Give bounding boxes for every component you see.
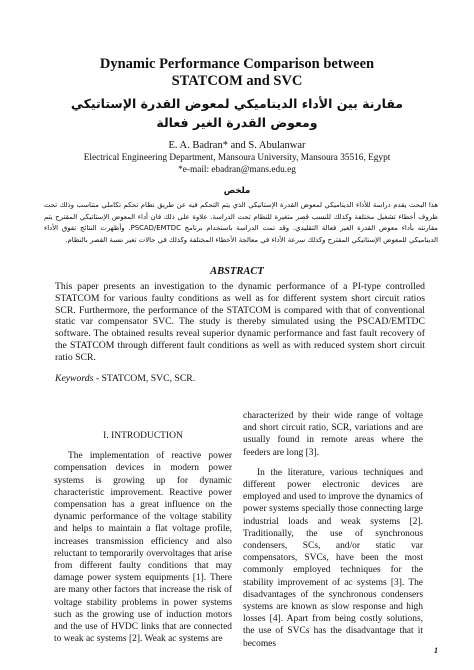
paper-title xyxy=(30,56,444,90)
title-line-1: Dynamic Performance Comparison between xyxy=(99,56,375,72)
page-number: 1 xyxy=(434,646,438,655)
abstract-heading: ABSTRACT xyxy=(210,266,264,277)
affiliation: Electrical Engineering Department, Mansoura University, Mansoura 35516, Egypt xyxy=(83,153,391,163)
keywords-label: Keywords xyxy=(55,373,94,384)
arabic-abstract: هذا البحث يقدم دراسة للأداء الديناميكي لمعوض القدرة الإستاتيكي الذي يتم التحكم فيه عن طريق نظام تحكم تكاملي متناسب وذلك تحت ظروف أخطاء تشغيل مختلفة وكذلك للنسب قصر متغيرة للنظام تحت الدراسة. علاوة على ذلك فان أداء المعوض الإستاتيكي المقترح يتم مقارنته بأداء معوض القدرة الغير فعالة التقليدي. وقد تمت الدراسة باستخدام برنامج PSCAD/EMTDC. وأظهرت النتائج تفوق الأداء الديناميكي للمعوض الإستاتيكي المقترح وكذلك سرعة الأداء في معالجة الأخطاء المختلفة وكذلك في حالات تغير نسبة القصر بالنظام. xyxy=(44,201,438,244)
left-column xyxy=(54,410,232,645)
title-line-2: STATCOM and SVC xyxy=(171,73,303,89)
arabic-title xyxy=(30,94,444,132)
section-heading: I. INTRODUCTION xyxy=(103,431,183,441)
abstract-text: This paper presents an investigation to the dynamic performance of a PI-type controlled STATCOM for various faulty conditions as well as for different system short circuit ratios SCR. Furthermore, the performance of the STATCOM is compared with that of conventional static var compensator SVC. The study is thereby simulated using the PSCAD/EMTDC software. The obtained results reveal superior dynamic performance and fast fault recovery of the STATCOM through different fault conditions as well as with reduced system short circuit ratio SCR. xyxy=(55,281,425,363)
author-email: *e-mail: ebadran@mans.edu.eg xyxy=(178,165,296,175)
keywords xyxy=(55,373,425,384)
left-column-paragraph: The implementation of reactive power compensation devices in modern power systems is growing up for dynamic characteristic improvement. Reactive power compensation has a great influence on the dynamic performance of the voltage stability and helps to maintain a flat voltage profile, increases transmission efficiency and also reluctant to temporarily overvoltages that arise from different faulty conditions that may damage power system equipments [1]. There are many other factors that increase the risk of voltage stability problems in power systems such as the growing use of induction motors and the use of HVDC links that are connected to weak ac systems [2]. Weak ac systems are xyxy=(54,451,232,645)
right-column xyxy=(243,410,423,650)
right-column-paragraph-2: In the literature, various techniques and different power electronic devices are employed and used to improve the dynamics of power systems specially those connecting large industrial loads and weak systems [2]. Traditionally, the use of synchronous condensers, SCs, and/or static var compensators, SVCs, have been the most commonly employed techniques for the stability improvement of ac systems [3]. The disadvantages of the synchronous condensers systems are known as slow response and high losses [4]. Apart from being costly solutions, the use of SVCs has the disadvantage that it becomes xyxy=(243,467,423,649)
keywords-text: - STATCOM, SVC, SCR. xyxy=(93,373,196,384)
right-column-paragraph-1: characterized by their wide range of voltage and short circuit ratio, SCR, variations and are usually found in remote areas where the feeders are long [3]. xyxy=(243,411,423,458)
arabic-title-line-2: ومعوض القدرة الغير فعالة xyxy=(156,115,318,130)
arabic-title-line-1: مقارنة بين الأداء الديناميكي لمعوض القدرة الإستاتيكي xyxy=(70,96,404,111)
authors: E. A. Badran* and S. Abulanwar xyxy=(168,140,306,151)
arabic-abstract-heading: ملخص xyxy=(223,186,251,196)
